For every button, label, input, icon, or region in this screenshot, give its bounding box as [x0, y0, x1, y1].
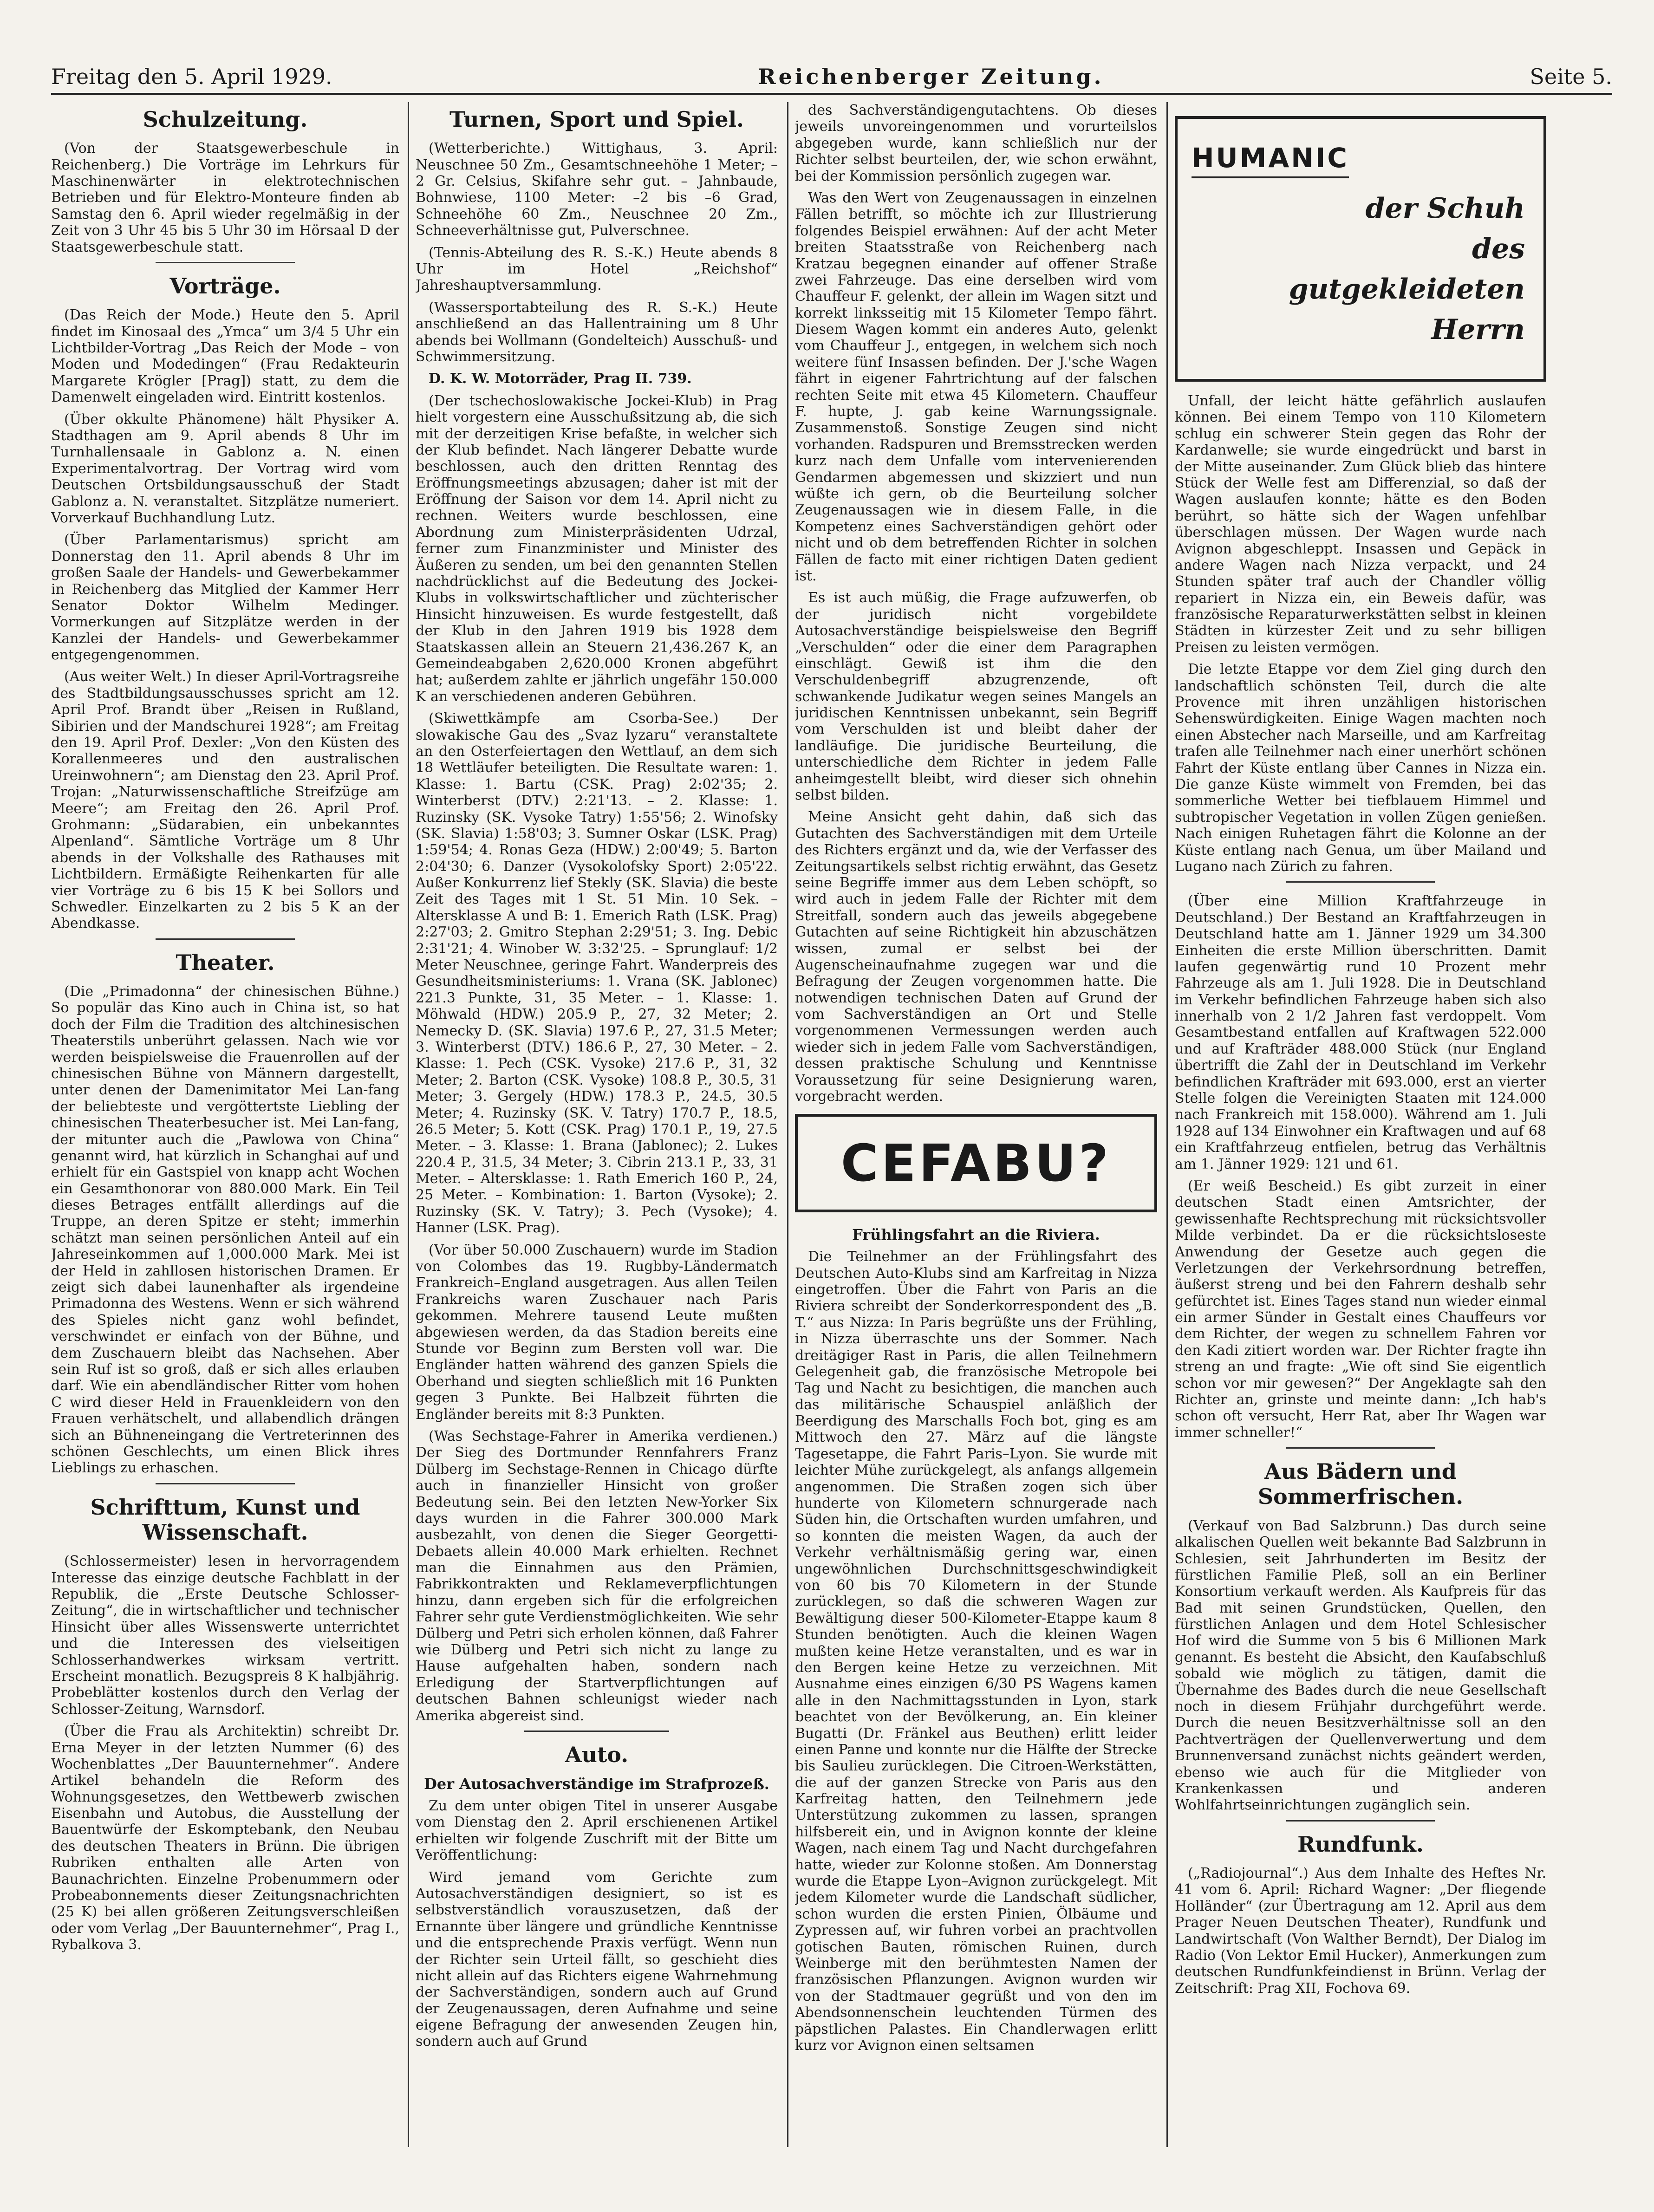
article-paragraph: Was den Wert von Zeugenaussagen in einzelnen Fällen betrifft, so möchte ich zur Illustrierung folgendes Beispiel erwähnen: Auf der acht Meter breiten Staatsstraße von Reichenberg nach Kratzau begegnen einander auf offener Straße zwei Fahrzeuge. Das eine derselben wird vom Chauffeur F. gelenkt, der allein im Wagen sitzt und korrekt linksseitig mit 15 Kilometer Tempo fährt. Diesem Wagen kommt ein anderes Auto, gelenkt vom Chauffeur J., entgegen, in welchem sich noch weitere fünf Insassen befinden. Der J.'sche Wagen fährt in eigener Fahrtrichtung auf der falschen rechten Seite mit etwa 45 Kilometern. Chauffeur F. hupte, J. gab keine Warnungssignale. Zusammenstoß. Sonstige Zeugen sind nicht vorhanden. Radspuren und Bremsstrecken werden kurz nach dem Unfalle vom intervenierenden Gendarmen abgemessen und skizziert und nun wüßte ich gern, ob die Beurteilung solcher Zeugenaussagen wie in diesem Falle, in die Kompetenz eines Sachverständigen gehört oder nicht und ob dem betreffenden Richter in solchen Fällen de facto mit einer richtigen Daten gedient ist.: [795, 189, 1157, 584]
masthead: [51, 60, 1612, 95]
article-paragraph: des Sachverständigengutachtens. Ob dieses jeweils unvoreingenommen und vorurteilslos abgegeben wurde, kann schließlich nur der Richter selbst beurteilen, der, wie schon erwähnt, bei der Kommission persönlich zugegen war.: [795, 102, 1157, 184]
section-title: Aus Bädern und Sommerfrischen.: [1257, 1459, 1464, 1509]
masthead-page: Seite 5.: [1530, 64, 1612, 89]
article-paragraph: Unfall, der leicht hätte gefährlich auslaufen können. Bei einem Tempo von 110 Kilometern schlug ein schwerer Stein gegen das Rohr der Kardanwelle; sie wurde eingedrückt und barst in der Mitte auseinander. Zum Glück blieb das hintere Stück der Welle fest am Differenzial, so daß der Wagen auslaufen konnte; hätte es den Boden berührt, so hätte sich der Wagen unfehlbar überschlagen müssen. Der Wagen wurde nach Avignon abgeschleppt. Insassen und Gepäck in andere Wagen nach Nizza verpackt, und 24 Stunden später traf auch der Chandler völlig repariert in Nizza ein, ein Beweis dafür, was französische Reparaturwerkstätten selbst in kleinen Städten in kürzester Zeit und zu sehr billigen Preisen zu leisten vermögen.: [1175, 393, 1546, 656]
article-paragraph: Zu dem unter obigen Titel in unserer Ausgabe vom Dienstag den 2. April erschienenen Artikel erhielten wir folgende Zuschrift mit der Bitte um Veröffentlichung:: [416, 1798, 778, 1864]
article-paragraph: (Wetterberichte.) Wittighaus, 3. April: Neuschnee 50 Zm., Gesamtschneehöhe 1 Meter; –2 Gr. Celsius, Skifahre sehr gut. – Jahnbaude, Bohnwiese, 1100 Meter: –2 bis –6 Grad, Schneehöhe 60 Zm., Neuschnee 20 Zm., Schneeverhältnisse gut, Pulverschnee.: [416, 140, 778, 239]
section-title: Schulzeitung.: [143, 107, 308, 132]
section-title: Theater.: [176, 950, 275, 975]
slogan-line: Herrn: [1431, 313, 1525, 346]
section-title: Turnen, Sport und Spiel.: [449, 107, 744, 132]
separator: [156, 938, 295, 940]
article-paragraph: Die Teilnehmer an der Frühlingsfahrt des Deutschen Auto-Klubs sind am Karfreitag in Nizza eingetroffen. Über die Fahrt von Paris an die Riviera schreibt der Sonderkorrespondent des „B. T.“ aus Nizza: In Paris begrüßte uns der Frühling, in Nizza überraschte uns der Sommer. Nach dreitägiger Rast in Paris, die allen Teilnehmern Gelegenheit gab, die französische Metropole bei Tag und Nacht zu besichtigen, die manchen auch das militärische Schauspiel anläßlich der Beerdigung des Marschalls Foch bot, ging es am Mittwoch den 27. März auf die längste Tagesetappe, die Fahrt Paris–Lyon. Sie wurde mit leichter Mühe zurückgelegt, als anfangs allgemein angenommen. Die Straßen zogen sich über hunderte von Kilometern schnurgerade nach Süden hin, die Ortschaften wurden umfahren, und so konnten die meisten Wagen, da auch der Verkehr verhältnismäßig gering war, einen ungewöhnlichen Durchschnittsgeschwindigkeit von 60 bis 70 Kilometern in der Stunde zurücklegen, so daß die schweren Wagen zur Bewältigung dieser 500-Kilometer-Etappe kaum 8 Stunden benötigten. Auch die kleinen Wagen mußten keine Hetze veranstalten, und es war in den Bergen keine Hetze zu verzeichnen. Mit Ausnahme eines einzigen 6/30 PS Wagens kamen alle in den Nachmittagsstunden in Lyon, stark beachtet von der Bevölkerung, an. Ein kleiner Bugatti (Dr. Fränkel aus Beuthen) erlitt leider einen Panne und konnte nur die Hälfte der Strecke bis Saulieu zurücklegen. Die Citroen-Werkstätten, die auf der ganzen Strecke von Paris aus den Karfreitag hatten, den Teilnehmern jede Unterstützung zukommen zu lassen, sprangen hilfsbereit ein, und in Avignon konnte der kleine Wagen, nach einem Tag und Nacht durchgefahren hatte, wieder zur Kolonne stoßen. Am Donnerstag wurde die Etappe Lyon–Avignon zurückgelegt. Mit jedem Kilometer wurde die Landschaft südlicher, schon wurden die ersten Pinien, Ölbäume und Zypressen auf, wir fuhren vorbei an prachtvollen gotischen Bauten, römischen Ruinen, durch Weinberge mit den berühmtesten Namen der französischen Pflanzungen. Avignon wurden wir von der Stadtmauer gegrüßt und von den im Abendsonnenschein leuchtenden Türmen des päpstlichen Palastes. Ein Chandlerwagen erlitt kurz vor Avignon einen seltsamen: [795, 1249, 1157, 2054]
article-paragraph: („Radiojournal“.) Aus dem Inhalte des Heftes Nr. 41 vom 6. April: Richard Wagner: „Der fliegende Holländer“ (zur Übertragung am 12. April aus dem Prager Neuen Deutschen Theater), Rundfunk und Landwirtschaft (Von Walther Berndt), Der Dialog im Radio (Von Lektor Emil Hucker), Anmerkungen zum deutschen Rundfunkfeindienst in Brünn. Verlag der Zeitschrift: Prag XII, Fochova 69.: [1175, 1865, 1546, 1997]
humanic-advertisement: [1175, 116, 1546, 382]
article-paragraph: (Der tschechoslowakische Jockei-Klub) in Prag hielt vorgestern eine Ausschußsitzung ab, die sich mit der derzeitigen Krise befaßte, in welcher sich der Klub befindet. Nach längerer Debatte wurde beschlossen, auch den dritten Renntag des Eröffnungsmeetings abzusagen; daher ist mit der Eröffnung der Saison vor dem 14. April nicht zu rechnen. Weiters wurde beschlossen, eine Abordnung zum Ministerpräsidenten Udrzal, ferner zum Finanzminister und Minister des Äußeren zu senden, um bei den genannten Stellen nachdrücklichst auf die Bedeutung des Jockei-Klubs in volkswirtschaftlicher und züchterischer Hinsicht hinzuweisen. Es wurde festgestellt, daß der Klub in den Jahren 1919 bis 1928 dem Staatskassen allein an Steuern 21,436.267 K, an Gemeindeabgaben 2,620.000 Kronen abgeführt hat; außerdem zahlte er jährlich ungefähr 150.000 K an verschiedenen anderen Gebühren.: [416, 392, 778, 705]
separator: [156, 262, 295, 263]
section-title: Vorträge.: [169, 273, 281, 299]
cefabu-ad-text: CEFABU?: [840, 1133, 1112, 1193]
article-paragraph: Die letzte Etappe vor dem Ziel ging durch den landschaftlich schönsten Teil, durch die alte Provence mit ihren unzähligen historischen Sehenswürdigkeiten. Einige Wagen machten noch einen Abstecher nach Marseille, und am Karfreitag trafen alle Teilnehmer nach einer unerhört schönen Fahrt der Küste entlang über Cannes in Nizza ein. Die ganze Küste wimmelt von Fremden, bei das sommerliche Wetter bei tiefblauem Himmel und subtropischer Vegetation in vollen Zügen genießen. Nach einigen Ruhetagen fährt die Kolonne an der Küste entlang nach Genua, um über Mailand und Lugano nach Zürich zu fahren.: [1175, 661, 1546, 875]
article-paragraph: (Aus weiter Welt.) In dieser April-Vortragsreihe des Stadtbildungsausschusses spricht am 12. April Prof. Brandt über „Reisen in Rußland, Sibirien und der Mandschurei 1928“; am Freitag den 19. April Prof. Dexler: „Von den Küsten des Korallenmeeres und den australischen Ureinwohnern“; am Dienstag den 23. April Prof. Trojan: „Naturwissenschaftliche Streifzüge am Meere“; am Freitag den 26. April Prof. Grohmann: „Südarabien, ein unbekanntes Alpenland“. Sämtliche Vorträge um 8 Uhr abends in der Volkshalle des Rathauses mit Lichtbildern. Ermäßigte Reihenkarten für alle vier Vorträge zu 6 bis 15 K bei Sollors und Schwedler. Einzelkarten zu 2 bis 5 K an der Abendkasse.: [51, 669, 399, 932]
article-paragraph: (Schlossermeister) lesen in hervorragendem Interesse das einzige deutsche Fachblatt in der Republik, die „Erste Deutsche Schlosser-Zeitung“, die in wirtschaftlicher und technischer Hinsicht über alles Wissenswerte unterrichtet und die Interessen des vielseitigen Schlosserhandwerkes wirksam vertritt. Erscheint monatlich. Bezugspreis 8 K halbjährig. Probeblätter kostenlos durch den Verlag der Schlosser-Zeitung, Warnsdorf.: [51, 1553, 399, 1718]
article-paragraph: (Über eine Million Kraftfahrzeuge in Deutschland.) Der Bestand an Kraftfahrzeugen in Deutschland hatte am 1. Jänner 1929 um 34.300 Einheiten die erste Million überschritten. Damit laufen gegenwärtig rund 10 Prozent mehr Fahrzeuge als am 1. Juli 1928. Die in Deutschland im Verkehr befindlichen Fahrzeuge haben sich also innerhalb von 2 1/2 Jahren fast verdoppelt. Vom Gesamtbestand entfallen auf Kraftwagen 522.000 und auf Krafträder 488.000 Stück (nur England übertrifft die Zahl der in Deutschland im Verkehr befindlichen Krafträder mit 693.000, erst an vierter Stelle folgen die Vereinigten Staaten mit 124.000 nach Frankreich mit 158.000). Während am 1. Juli 1928 auf 134 Einwohner ein Kraftwagen und auf 68 ein Kraftfahrzeug entfielen, betrug das Verhältnis am 1. Jänner 1929: 121 und 61.: [1175, 893, 1546, 1172]
article-paragraph: (Was Sechstage-Fahrer in Amerika verdienen.) Der Sieg des Dortmunder Rennfahrers Franz Dülberg im Sechstage-Rennen in Chicago dürfte auch in finanzieller Hinsicht von großer Bedeutung sein. Bei den letzten New-Yorker Six days wurden in die Fahrer 300.000 Mark ausbezahlt, von denen die Sieger Georgetti-Debaets allein 40.000 Mark erhielten. Rechnet man die Einnahmen aus den Prämien, Fabrikkontrakten und Reklameverpflichtungen hinzu, dann ergeben sich für die erfolgreichen Fahrer sehr gute Verdienstmöglichkeiten. Wie sehr Dülberg und Petri sich erholen können, daß Fahrer wie Dülberg und Petri sich nicht zu lange zu Hause aufgehalten haben, sondern nach Erledigung der Startverpflichtungen auf deutschen Bahnen schleunigst wieder nach Amerika abgereist sind.: [416, 1428, 778, 1724]
separator: [524, 1731, 669, 1732]
separator: [1286, 1447, 1435, 1449]
humanic-brand: HUMANIC: [1192, 142, 1349, 178]
column-rule: [408, 102, 409, 2147]
section-title: Rundfunk.: [1297, 1831, 1424, 1857]
separator: [1286, 1820, 1435, 1822]
slogan-line: der Schuh: [1365, 192, 1525, 225]
column-1: [51, 102, 399, 2147]
separator: [1286, 881, 1435, 883]
article-paragraph: (Tennis-Abteilung des R. S.-K.) Heute abends 8 Uhr im Hotel „Reichshof“ Jahreshauptversammlung.: [416, 244, 778, 294]
article-subtitle: Frühlingsfahrt an die Riviera.: [852, 1226, 1100, 1244]
masthead-title: Reichenberger Zeitung.: [758, 64, 1104, 89]
article-paragraph: (Verkauf von Bad Salzbrunn.) Das durch seine alkalischen Quellen weit bekannte Bad Salzbrunn in Schlesien, seit Jahrhunderten im Besitz der fürstlichen Familie Pleß, soll an ein Berliner Konsortium verkauft werden. Als Kaufpreis für das Bad mit seinen Grundstücken, Quellen, den fürstlichen Anlagen und dem Hotel Schlesischer Hof wird die Summe von 5 bis 6 Millionen Mark genannt. Es besteht die Absicht, den Kaufabschluß sobald wie möglich zu tätigen, damit die Übernahme des Bades durch die neue Gesellschaft noch in diesem Frühjahr durchgeführt werde. Durch die neuen Besitzverhältnisse soll an den Pachtverträgen der Quellenverwertung und dem Brunnenversand zunächst nichts geändert werden, ebenso wie auch für die Mitglieder von Krankenkassen und anderen Wohlfahrtseinrichtungen zugänglich sein.: [1175, 1517, 1546, 1814]
cefabu-advertisement: [795, 1114, 1157, 1212]
article-paragraph: (Er weiß Bescheid.) Es gibt zurzeit in einer deutschen Stadt einen Amtsrichter, der gewissenhafte Rechtsprechung mit rücksichtsvoller Milde verbindet. Da er die rücksichtsloseste Anwendung der Gesetze auch gegen die Verletzungen der Verkehrsordnung betreffen, äußerst streng und bei den Fahrern deshalb sehr gefürchtet ist. Eines Tages stand nun wieder einmal ein armer Sünder in Gestalt eines Chauffeurs vor dem Richter, der wegen zu schnellem Fahren vor den Kadi zitiert worden war. Der Richter fragte ihn streng an und fragte: „Wie oft sind Sie eigentlich schon vor mir gewesen?“ Der Angeklagte sah den Richter an, grinste und meinte dann: „Ich hab's schon oft versucht, Herr Rat, aber Ihr Wagen war immer schneller!“: [1175, 1178, 1546, 1441]
article-paragraph: Wird jemand vom Gerichte zum Autosachverständigen designiert, so ist es selbstverständlich vorauszusetzen, daß der Ernannte über längere und gründliche Kenntnisse und die entsprechende Praxis verfügt. Wenn nun der Richter sein Urteil fällt, so geschieht dies nicht allein auf das Richters eigene Wahrnehmung der Sachverständigen, sondern auch auf Grund der Zeugenaussagen, deren Aufnahme und seine eigene Befragung der anwesenden Zeugen hin, sondern auch auf Grund: [416, 1869, 778, 2050]
slogan-line: gutgekleideten: [1289, 273, 1525, 306]
article-paragraph: (Die „Primadonna“ der chinesischen Bühne.) So populär das Kino auch in China ist, so hat doch der Film die Tradition des altchinesischen Theaterstils unberührt gelassen. Nach wie vor werden beispielsweise die Frauenrollen auf der chinesischen Bühne von Männern dargestellt, unter denen der Damenimitator Mei Lan-fang der beliebteste und vergöttertste Liebling der chinesischen Theaterbesucher ist. Mei Lan-fang, der mitunter auch die „Pawlowa von China“ genannt wird, hat kürzlich in Schanghai auf und erhielt für ein Gastspiel von knapp acht Wochen ein Gesamthonorar von 880.000 Mark. Ein Teil dieses Betrages entfällt allerdings auf die Truppe, an deren Spitze er steht; immerhin schätzt man seinen persönlichen Anteil auf ein Jahreseinkommen auf 1,000.000 Mark. Mei ist der Held in zahllosen historischen Dramen. Er zeigt sich dabei launenhafter als irgendeine Primadonna des Westens. Wenn er sich während des Spieles nicht ganz wohl befindet, verschwindet er einfach von der Bühne, und dem Zuschauern bleibt das Nachsehen. Aber sein Ruf ist so groß, daß er sich alles erlauben darf. Wie ein abendländischer Ritter vom hohen C wird dieser Held in Frauenkleidern von den Frauen verhätschelt, und allabendlich drängen sich an Bühneneingang die Vertreterinnen des schönen Geschlechts, um einen Blick ihres Lieblings zu erhaschen.: [51, 983, 399, 1477]
article-paragraph: (Skiwettkämpfe am Csorba-See.) Der slowakische Gau des „Svaz lyzaru“ veranstaltete an den Osterfeiertagen den Wettlauf, an dem sich 18 Wettläufer beteiligten. Die Resultate waren: 1. Klasse: 1. Bartu (CSK. Prag) 2:02'35; 2. Winterberst (DTV.) 2:21'13. – 2. Klasse: 1. Ruzinsky (SK. Vysoke Tatry) 1:55'56; 2. Winofsky (SK. Slavia) 1:58'03; 3. Sumner Oskar (LSK. Prag) 1:59'54; 4. Ronas Geza (HDW.) 2:00'49; 5. Barton 2:04'30; 6. Danzer (Vysokolofsky Sport) 2:05'22. Außer Konkurrenz lief Stekly (SK. Slavia) die beste Zeit des Tages mit 1 St. 51 Min. 10 Sek. – Altersklasse A und B: 1. Emerich Rath (LSK. Prag) 2:27'03; 2. Gmitro Stephan 2:29'51; 3. Ing. Debic 2:31'21; 4. Winober W. 3:32'25. – Sprunglauf: 1/2 Meter Neuschnee, geringe Fahrt. Wanderpreis des Gesundheitsministeriums: 1. Vrana (SK. Jablonec) 221.3 Punkte, 31, 35 Meter. – 1. Klasse: 1. Möhwald (HDW.) 205.9 P., 27, 32 Meter; 2. Nemecky D. (SK. Slavia) 197.6 P., 27, 31.5 Meter; 3. Winterberst (DTV.) 186.6 P., 27, 30 Meter. – 2. Klasse: 1. Pech (CSK. Vysoke) 217.6 P., 31, 32 Meter; 2. Barton (CSK. Vysoke) 108.8 P., 30.5, 31 Meter; 3. Gergely (HDW.) 178.3 P., 24.5, 30.5 Meter; 4. Ruzinsky (SK. V. Tatry) 170.7 P., 18.5, 26.5 Meter; 5. Kott (CSK. Prag) 170.1 P., 19, 27.5 Meter. – 3. Klasse: 1. Brana (Jablonec); 2. Lukes 220.4 P., 31.5, 34 Meter; 3. Cibrin 213.1 P., 33, 31 Meter. – Altersklasse: 1. Rath Emerich 160 P., 24, 25 Meter. – Kombination: 1. Barton (Vysoke); 2. Ruzinsky (SK. V. Tatry); 3. Pech (Vysoke); 4. Hanner (LSK. Prag).: [416, 710, 778, 1236]
masthead-date: Freitag den 5. April 1929.: [51, 64, 332, 89]
column-4: [1175, 102, 1546, 2147]
article-paragraph: (Vor über 50.000 Zuschauern) wurde im Stadion von Colombes das 19. Rugbby-Ländermatch Frankreich–England ausgetragen. Aus allen Teilen Frankreichs waren Zuschauer nach Paris gekommen. Mehrere tausend Leute mußten abgewiesen werden, da das Stadion bereits eine Stunde vor Beginn zum Bersten voll war. Die Engländer hatten während des ganzen Spiels die Oberhand und siegten schließlich mit 16 Punkten gegen 3 Punkte. Bei Halbzeit führten die Engländer bereits mit 8:3 Punkten.: [416, 1242, 778, 1423]
column-rule: [787, 102, 788, 2147]
article-paragraph: (Wassersportabteilung des R. S.-K.) Heute anschließend an das Hallentraining um 8 Uhr abends bei Wollmann (Gondelteich) Ausschuß- und Schwimmersitzung.: [416, 299, 778, 365]
advertisement-line: D. K. W. Motorräder, Prag II. 739.: [429, 371, 692, 387]
column-3: [795, 102, 1157, 2147]
article-paragraph: (Das Reich der Mode.) Heute den 5. April findet im Kinosaal des „Ymca“ um 3/4 5 Uhr ein Lichtbilder-Vortrag „Das Reich der Mode – von Moden und Modedingen“ (Frau Redakteurin Margarete Krögler [Prag]) statt, zu dem die Damenwelt eingeladen wird. Eintritt kostenlos.: [51, 307, 399, 406]
section-title: Schrifttum, Kunst und Wissenschaft.: [90, 1494, 360, 1545]
slogan-line: des: [1472, 233, 1525, 265]
article-paragraph: (Über okkulte Phänomene) hält Physiker A. Stadthagen am 9. April abends 8 Uhr im Turnhallensaale in Gablonz a. N. einen Experimentalvortrag. Der Vortrag wird vom Deutschen Ortsbildungsausschuß der Stadt Gablonz a. N. veranstaltet. Sitzplätze numeriert. Vorverkauf Buchhandlung Lutz.: [51, 411, 399, 526]
separator: [156, 1483, 295, 1484]
humanic-slogan: [1289, 189, 1525, 350]
section-title: Auto.: [565, 1742, 629, 1767]
article-paragraph: (Über Parlamentarismus) spricht am Donnerstag den 11. April abends 8 Uhr im großen Saale der Handels- und Gewerbekammer in Reichenberg das Mitglied der Kammer Herr Senator Doktor Wilhelm Medinger. Vormerkungen auf Sitzplätze werden in der Kanzlei der Handels- und Gewerbekammer entgegengenommen.: [51, 532, 399, 664]
article-paragraph: (Von der Staatsgewerbeschule in Reichenberg.) Die Vorträge im Lehrkurs für Maschinenwärter in elektrotechnischen Betrieben und für Elektro-Monteure finden ab Samstag den 6. April wieder regelmäßig in der Zeit von 3 Uhr 45 bis 5 Uhr 30 im Hörsaal D der Staatsgewerbeschule statt.: [51, 140, 399, 255]
article-paragraph: Meine Ansicht geht dahin, daß sich das Gutachten des Sachverständigen mit dem Urteile des Richters ergänzt und da, wie der Verfasser des Zeitungsartikels selbst richtig erwähnt, das Gesetz seine Begriffe immer aus dem Leben schöpft, so wird auch in jedem Falle der Richter mit dem Streitfall, sondern auch das jeweils abgegebene Gutachten auf seine Richtigkeit hin abzuschätzen wissen, zumal er selbst bei der Augenscheinaufnahme zugegen war und die Befragung der Zeugen vorgenommen hatte. Die notwendigen technischen Daten auf Grund der vom Sachverständigen an Ort und Stelle vorgenommenen Vermessungen werden auch wieder sich in jedem Falle vom Sachverständigen, dessen praktische Schulung und Kenntnisse Voraussetzung für seine Designierung waren, vorgebracht werden.: [795, 809, 1157, 1105]
article-paragraph: (Über die Frau als Architektin) schreibt Dr. Erna Meyer in der letzten Nummer (6) des Wochenblattes „Der Bauunternehmer“. Andere Artikel behandeln die Reform des Wohnungsgesetzes, den Wettbewerb zwischen Eisenbahn und Autobus, die Ausstellung der Bauentwürfe der Eskomptebank, den Neubau des deutschen Theaters in Brünn. Die übrigen Rubriken enthalten alle Arten von Baunachrichten. Einzelne Probenummern oder Probeabonnements dieser Zeitungsnachrichten (25 K) bei allen größeren Zeitungsverschleißen oder vom Verlag „Der Bauunternehmer“, Prag I., Rybalkova 3.: [51, 1723, 399, 1953]
column-rule: [1166, 102, 1168, 2147]
article-paragraph: Es ist auch müßig, die Frage aufzuwerfen, ob der juridisch nicht vorgebildete Autosachverständige beispielsweise den Begriff „Verschulden“ oder die einer dem Paragraphen einschlägt. Gewiß ist ihm die den Verschuldenbegriff abzugrenzende, oft schwankende Judikatur wegen seines Mangels an juridischen Kenntnissen unbekannt, sein Begriff vom Verschulden ist und bleibt daher der landläufige. Die juridische Beurteilung, die unterschiedliche dem Richter in jedem Falle anheimgestellt bleibt, wird dieser sich ohnehin selbst bilden.: [795, 590, 1157, 804]
column-2: [416, 102, 778, 2147]
article-subtitle: Der Autosachverständige im Strafprozeß.: [424, 1775, 769, 1793]
